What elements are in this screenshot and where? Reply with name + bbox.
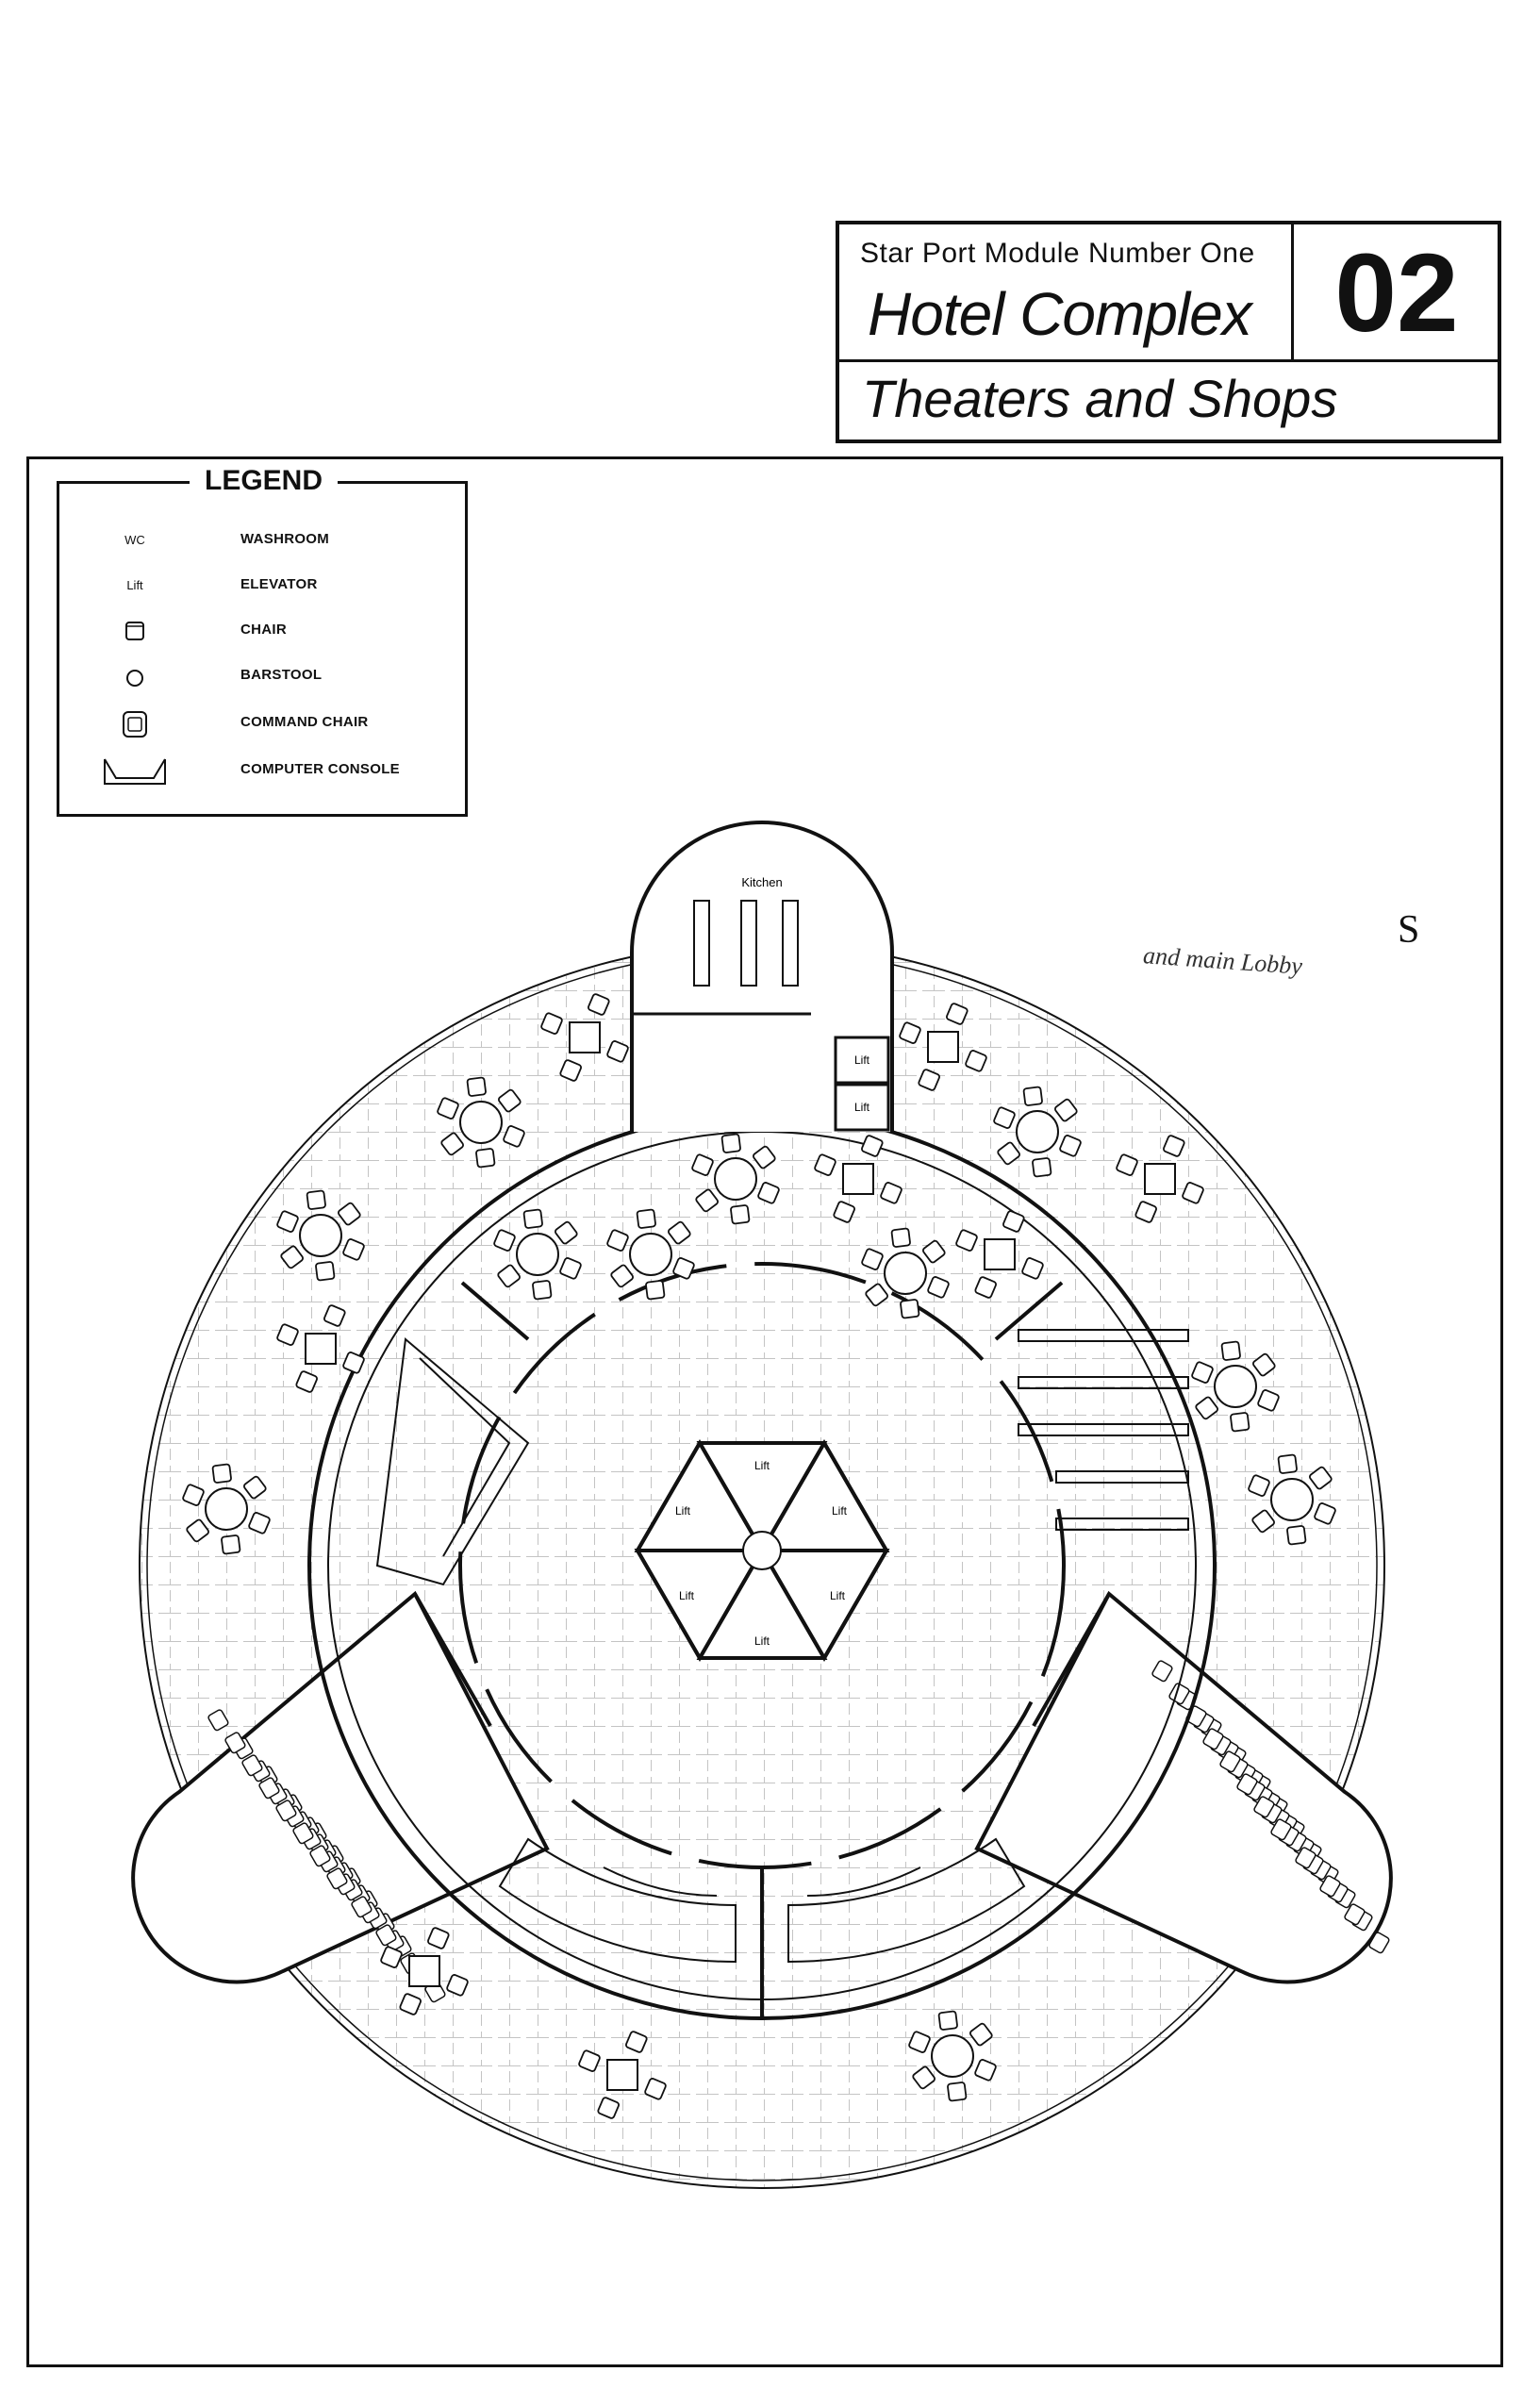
chair-icon (533, 1281, 552, 1300)
margin-mark: S (1398, 908, 1420, 952)
complex-name: Hotel Complex (868, 280, 1251, 348)
lift-label: Lift (753, 1459, 770, 1472)
legend-title: LEGEND (190, 465, 338, 497)
chair-icon (891, 1228, 910, 1247)
chair-icon (1221, 1341, 1240, 1360)
chair-icon (306, 1190, 325, 1209)
legend-label: COMMAND CHAIR (240, 714, 369, 730)
washroom-symbol: WC (124, 533, 145, 547)
chair-icon (938, 2011, 957, 2030)
lift-label: Lift (678, 1589, 695, 1602)
chair-icon (222, 1535, 240, 1554)
lift-label: Lift (829, 1589, 846, 1602)
chair-icon (901, 1300, 919, 1319)
kitchen-label: Kitchen (741, 875, 783, 889)
kitchen (632, 822, 892, 1132)
elevator-symbol: Lift (126, 578, 143, 592)
chair-icon (476, 1149, 495, 1168)
legend-label: BARSTOOL (240, 667, 323, 683)
chair-icon (1023, 1086, 1042, 1105)
sheet-number: 02 (1294, 224, 1499, 362)
chair-icon (948, 2082, 967, 2101)
chair-icon (467, 1077, 486, 1096)
legend-label: COMPUTER CONSOLE (240, 761, 400, 777)
legend-label: WASHROOM (240, 531, 330, 547)
chair-icon (523, 1209, 542, 1228)
legend-label: CHAIR (240, 622, 287, 638)
sheet-subtitle: Theaters and Shops (862, 369, 1338, 428)
chair-icon (1231, 1413, 1250, 1432)
chair-icon (212, 1464, 231, 1483)
handwritten-note: and main Lobby (1142, 941, 1303, 980)
chair-icon (731, 1205, 750, 1224)
lift-label: Lift (753, 1634, 770, 1648)
lift-label: Lift (831, 1504, 848, 1518)
lift-label: Lift (853, 1053, 870, 1067)
module-name: Star Port Module Number One (860, 238, 1255, 269)
chair-icon (1278, 1454, 1297, 1473)
chair-icon (721, 1134, 740, 1153)
chair-icon (316, 1262, 335, 1281)
chair-icon (1033, 1158, 1052, 1177)
lift-label: Lift (674, 1504, 691, 1518)
chair-icon (1287, 1526, 1306, 1545)
chair-icon (646, 1281, 665, 1300)
legend-label: ELEVATOR (240, 576, 318, 592)
chair-icon (637, 1209, 655, 1228)
lift-label: Lift (853, 1101, 870, 1114)
